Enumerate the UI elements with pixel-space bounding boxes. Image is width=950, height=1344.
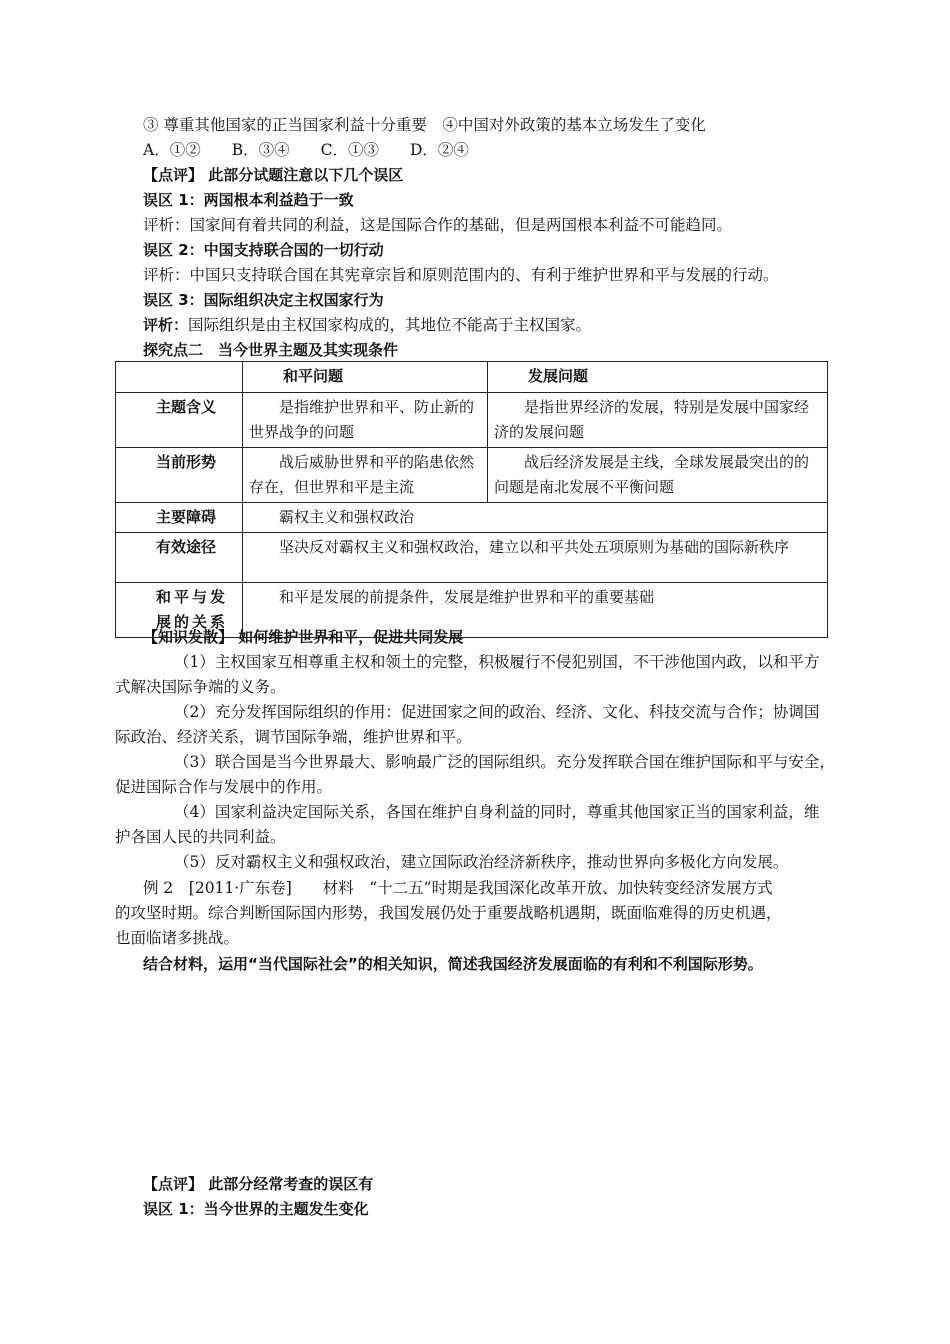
point-1a: （1）主权国家互相尊重主权和领土的完整，积极履行不侵犯别国，不干涉他国内政，以和平方 bbox=[174, 653, 820, 671]
comment-heading: 【点评】 此部分试题注意以下几个误区 bbox=[143, 166, 404, 184]
example-2-line-2: 的攻坚时期。综合判断国际国内形势，我国发展仍处于重要战略机遇期，既面临难得的历史机遇， bbox=[115, 904, 782, 922]
misconception-1-analysis: 评析：国家间有着共同的利益，这是国际合作的基础，但是两国根本利益不可能趋同。 bbox=[143, 216, 733, 234]
row-label: 主题含义 bbox=[116, 393, 243, 448]
misconception-3-analysis bbox=[143, 313, 591, 338]
cell-development: 战后经济发展是主线，全球发展最突出的的问题是南北发展不平衡问题 bbox=[488, 448, 828, 503]
analysis-text: 国际组织是由主权国家构成的，其地位不能高于主权国家。 bbox=[188, 316, 592, 334]
point-4b: 护各国人民的共同利益。 bbox=[115, 828, 286, 846]
analysis-label: 评析： bbox=[143, 316, 189, 334]
comment-heading-2: 【点评】 此部分经常考查的误区有 bbox=[143, 1175, 374, 1193]
misconception-3-title: 误区 3：国际组织决定主权国家行为 bbox=[143, 291, 384, 309]
cell-merged: 和平是发展的前提条件，发展是维护世界和平的重要基础 bbox=[243, 583, 828, 638]
row-label: 和平与发展的关系 bbox=[116, 583, 243, 638]
point-1b: 式解决国际争端的义务。 bbox=[115, 678, 286, 696]
point-4a: （4）国家利益决定国际关系，各国在维护自身利益的同时，尊重其他国家正当的国家利益，维 bbox=[174, 803, 820, 821]
section-heading-2: 探究点二 当今世界主题及其实现条件 bbox=[143, 341, 399, 359]
point-3a: （3）联合国是当今世界最大、影响最广泛的国际组织。充分发挥联合国在维护国际和平与安全， bbox=[174, 753, 835, 771]
col-header-peace: 和平问题 bbox=[243, 362, 488, 393]
point-2b: 际政治、经济关系，调节国际争端，维护世界和平。 bbox=[115, 728, 472, 746]
table-row bbox=[116, 393, 828, 448]
cell-merged: 霸权主义和强权政治 bbox=[243, 503, 828, 533]
table-row bbox=[116, 503, 828, 533]
knowledge-heading: 【知识发散】 如何维护世界和平，促进共同发展 bbox=[143, 628, 464, 646]
cell-peace: 战后威胁世界和平的陷患依然存在，但世界和平是主流 bbox=[243, 448, 488, 503]
table-corner-cell bbox=[116, 362, 243, 393]
option-line-3-4: ③ 尊重其他国家的正当国家利益十分重要 ④中国对外政策的基本立场发生了变化 bbox=[143, 116, 706, 134]
table-row bbox=[116, 448, 828, 503]
theme-table bbox=[115, 361, 828, 638]
cell-merged: 坚决反对霸权主义和强权政治，建立以和平共处五项原则为基础的国际新秩序 bbox=[243, 533, 828, 583]
row-label: 当前形势 bbox=[116, 448, 243, 503]
example-2-question: 结合材料，运用“当代国际社会”的相关知识，简述我国经济发展面临的有利和不利国际形势。 bbox=[143, 955, 763, 973]
example-2-line-1: 例 2 [2011·广东卷] 材料 “十二五”时期是我国深化改革开放、加快转变经济发展方式 bbox=[143, 879, 773, 897]
table-row bbox=[116, 533, 828, 583]
misconception-2-title: 误区 2：中国支持联合国的一切行动 bbox=[143, 241, 384, 259]
point-2a: （2）充分发挥国际组织的作用：促进国家之间的政治、经济、文化、科技交流与合作；协调国 bbox=[174, 703, 820, 721]
cell-development: 是指世界经济的发展，特别是发展中国家经济的发展问题 bbox=[488, 393, 828, 448]
misconception-b1-title: 误区 1：当今世界的主题发生变化 bbox=[143, 1200, 369, 1218]
cell-peace: 是指维护世界和平、防止新的世界战争的问题 bbox=[243, 393, 488, 448]
row-label: 有效途径 bbox=[116, 533, 243, 583]
answer-choices: A．①② B．③④ C．①③ D．②④ bbox=[143, 141, 469, 159]
example-2-line-3: 也面临诸多挑战。 bbox=[115, 929, 240, 947]
misconception-1-title: 误区 1：两国根本利益趋于一致 bbox=[143, 191, 354, 209]
table-header-row bbox=[116, 362, 828, 393]
point-5: （5）反对霸权主义和强权政治，建立国际政治经济新秩序，推动世界向多极化方向发展。 bbox=[174, 853, 789, 871]
point-3b: 促进国际合作与发展中的作用。 bbox=[115, 778, 333, 796]
row-label: 主要障碍 bbox=[116, 503, 243, 533]
col-header-development: 发展问题 bbox=[488, 362, 828, 393]
misconception-2-analysis: 评析：中国只支持联合国在其宪章宗旨和原则范围内的、有利于维护世界和平与发展的行动。 bbox=[143, 266, 779, 284]
